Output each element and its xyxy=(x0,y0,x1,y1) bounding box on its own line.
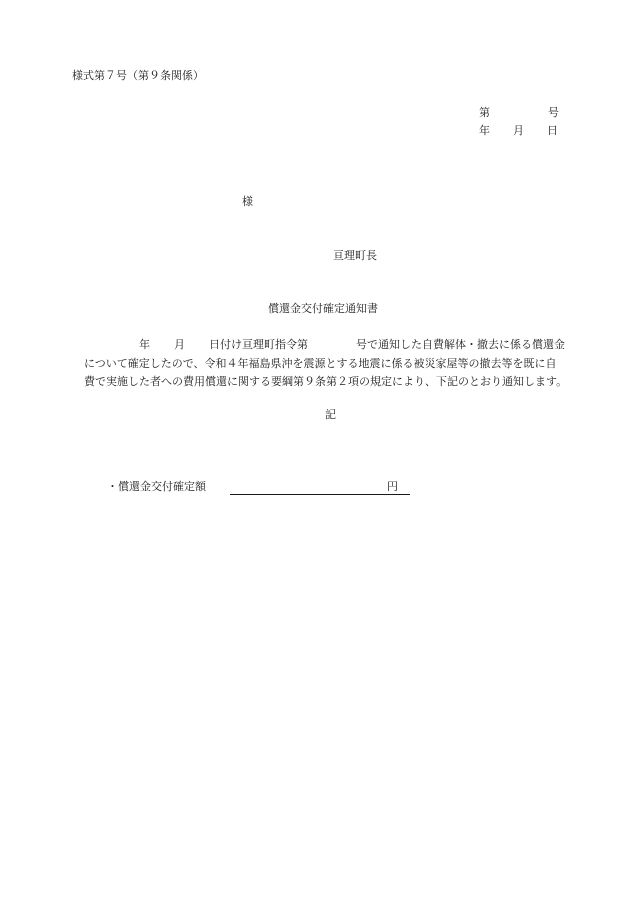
body-line-1 xyxy=(84,336,584,355)
form-number: 様式第７号（第９条関係） xyxy=(72,69,204,82)
body-line-3: 費で実施した者への費用償還に関する要綱第９条第２項の規定により、下記のとおり通知します。 xyxy=(84,375,568,388)
amount-unit: 円 xyxy=(387,480,398,493)
body-year-label: 年 xyxy=(139,338,150,351)
date-year-label: 年 xyxy=(479,124,490,137)
body-line-1-end: 号で通知した自費解体・撤去に係る償還金 xyxy=(356,338,565,351)
amount-field xyxy=(230,480,410,495)
date-day-label: 日 xyxy=(547,124,558,137)
body-line-1-mid: 日付け亘理町指令第 xyxy=(209,338,308,351)
date-month-label: 月 xyxy=(513,124,524,137)
body-line-2: について確定したので、令和４年福島県沖を震源とする地震に係る被災家屋等の撤去等を既に自 xyxy=(84,356,557,370)
ki-heading: 記 xyxy=(325,408,336,421)
document-number-suffix: 号 xyxy=(548,106,559,119)
document-number-label: 第 xyxy=(479,106,490,119)
issuer: 亘理町長 xyxy=(333,249,377,262)
amount-label: ・償還金交付確定額 xyxy=(107,480,206,493)
body-month-label: 月 xyxy=(174,338,185,351)
document-title: 償還金交付確定通知書 xyxy=(268,302,378,315)
addressee-honorific: 様 xyxy=(242,195,253,208)
body-paragraph xyxy=(84,336,584,392)
